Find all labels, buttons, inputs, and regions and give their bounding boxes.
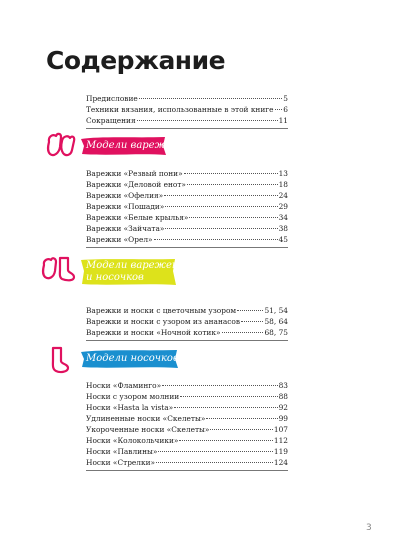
toc-entry[interactable] [86,212,288,223]
section-banner-subtitle: и носочков [86,272,144,283]
toc-leader-dots [206,418,277,419]
toc-entry-page: 24 [278,191,288,200]
toc-entry-title: Варежки «Офелия» [86,191,164,200]
toc-leader-dots [156,462,273,463]
toc-entry-title: Носки «Hasta la vista» [86,403,174,412]
toc-entry[interactable] [86,305,288,316]
toc-entry-title: Сокращения [86,116,136,125]
toc-leader-dots [189,217,277,218]
toc-entry-page: 18 [278,180,288,189]
toc-leader-dots [165,206,277,207]
toc-entry-page: 107 [273,425,288,434]
toc-entry-title: Варежки и носки с цветочным узором [86,306,237,315]
section-banner-mittens [80,136,178,156]
toc-entry-page: 88 [278,392,288,401]
page-number: 3 [366,523,372,533]
toc-entry-page: 11 [278,116,288,125]
toc-leader-dots [241,321,263,322]
toc-entry-page: 68, 75 [264,328,288,337]
toc-entry-page: 29 [278,202,288,211]
toc-entry-page: 58, 64 [264,317,288,326]
toc-entry[interactable] [86,413,288,424]
toc-entry-title: Варежки «Белые крылья» [86,213,189,222]
toc-entry-page: 13 [278,169,288,178]
toc-leader-dots [137,120,278,121]
toc-entry-page: 99 [278,414,288,423]
toc-leader-dots [180,396,277,397]
toc-entry-page: 34 [278,213,288,222]
toc-leader-dots [174,407,277,408]
toc-entry-preface[interactable] [86,93,288,104]
toc-entry-title: Носки «Колокольчики» [86,436,179,445]
toc-entry-page: 51, 54 [264,306,288,315]
toc-leader-dots [179,440,272,441]
toc-leader-dots [158,451,272,452]
toc-entry-title: Варежки и носки с узором из ананасов [86,317,241,326]
toc-entry-title: Варежки «Зайчата» [86,224,165,233]
toc-leader-dots [275,109,283,110]
toc-entry-page: 119 [273,447,288,456]
toc-entry-abbreviations[interactable] [86,115,288,126]
toc-entry-title: Носки «Фламинго» [86,381,162,390]
toc-entry[interactable] [86,223,288,234]
toc-entry[interactable] [86,457,288,468]
toc-entry[interactable] [86,190,288,201]
section-divider [86,470,288,471]
toc-entry-title: Варежки «Резвый пони» [86,169,183,178]
toc-entry-title: Варежки «Деловой енот» [86,180,186,189]
toc-leader-dots [165,228,277,229]
toc-entry-techniques[interactable] [86,104,288,115]
toc-leader-dots [139,98,283,99]
toc-entry-title: Предисловие [86,94,138,103]
toc-entry[interactable] [86,179,288,190]
toc-entry[interactable] [86,446,288,457]
page-title: Содержание [46,46,226,75]
toc-entry-title: Носки «Стрелки» [86,458,156,467]
toc-entry[interactable] [86,380,288,391]
toc-entry-title: Носки «Павлины» [86,447,158,456]
toc-entry[interactable] [86,424,288,435]
toc-entry[interactable] [86,391,288,402]
toc-entry-title: Укороченные носки «Скелеты» [86,425,210,434]
section-divider [86,340,288,341]
toc-entry[interactable] [86,327,288,338]
toc-entry-title: Варежки «Орел» [86,235,153,244]
toc-entry-title: Удлиненные носки «Скелеты» [86,414,206,423]
toc-leader-dots [184,173,278,174]
section-banner-title: Модели варежек [86,140,178,151]
toc-entry-title: Варежки и носки «Ночной котик» [86,328,221,337]
toc-entry-title: Техники вязания, использованные в этой книге [86,105,274,114]
toc-entry[interactable] [86,435,288,446]
toc-entry-title: Варежки «Пошади» [86,202,165,211]
toc-entry-page: 83 [278,381,288,390]
mitten-icon [46,131,76,163]
toc-entry-page: 112 [273,436,288,445]
toc-entry[interactable] [86,316,288,327]
section-banner-mittens-socks [80,258,176,286]
toc-entry-title: Носки с узором молнии [86,392,180,401]
toc-entry[interactable] [86,201,288,212]
toc-leader-dots [222,332,264,333]
toc-entry-page: 45 [278,235,288,244]
toc-entry[interactable] [86,234,288,245]
section-banner-title: Модели варежек [86,260,178,271]
toc-leader-dots [210,429,272,430]
section-banner-title: Модели носочков [86,353,179,364]
mitten-sock-icon [40,255,78,287]
toc-entry[interactable] [86,168,288,179]
toc-entry-page: 92 [278,403,288,412]
toc-leader-dots [237,310,263,311]
toc-leader-dots [162,385,277,386]
toc-entry-page: 5 [283,94,288,103]
toc-entry-page: 38 [278,224,288,233]
toc-leader-dots [187,184,278,185]
section-banner-socks [80,349,178,369]
section-divider [86,128,288,129]
toc-entry[interactable] [86,402,288,413]
toc-leader-dots [164,195,277,196]
toc-entry-page: 124 [273,458,288,467]
toc-entry-page: 6 [283,105,288,114]
section-divider [86,247,288,248]
toc-leader-dots [154,239,278,240]
sock-icon [48,346,74,380]
